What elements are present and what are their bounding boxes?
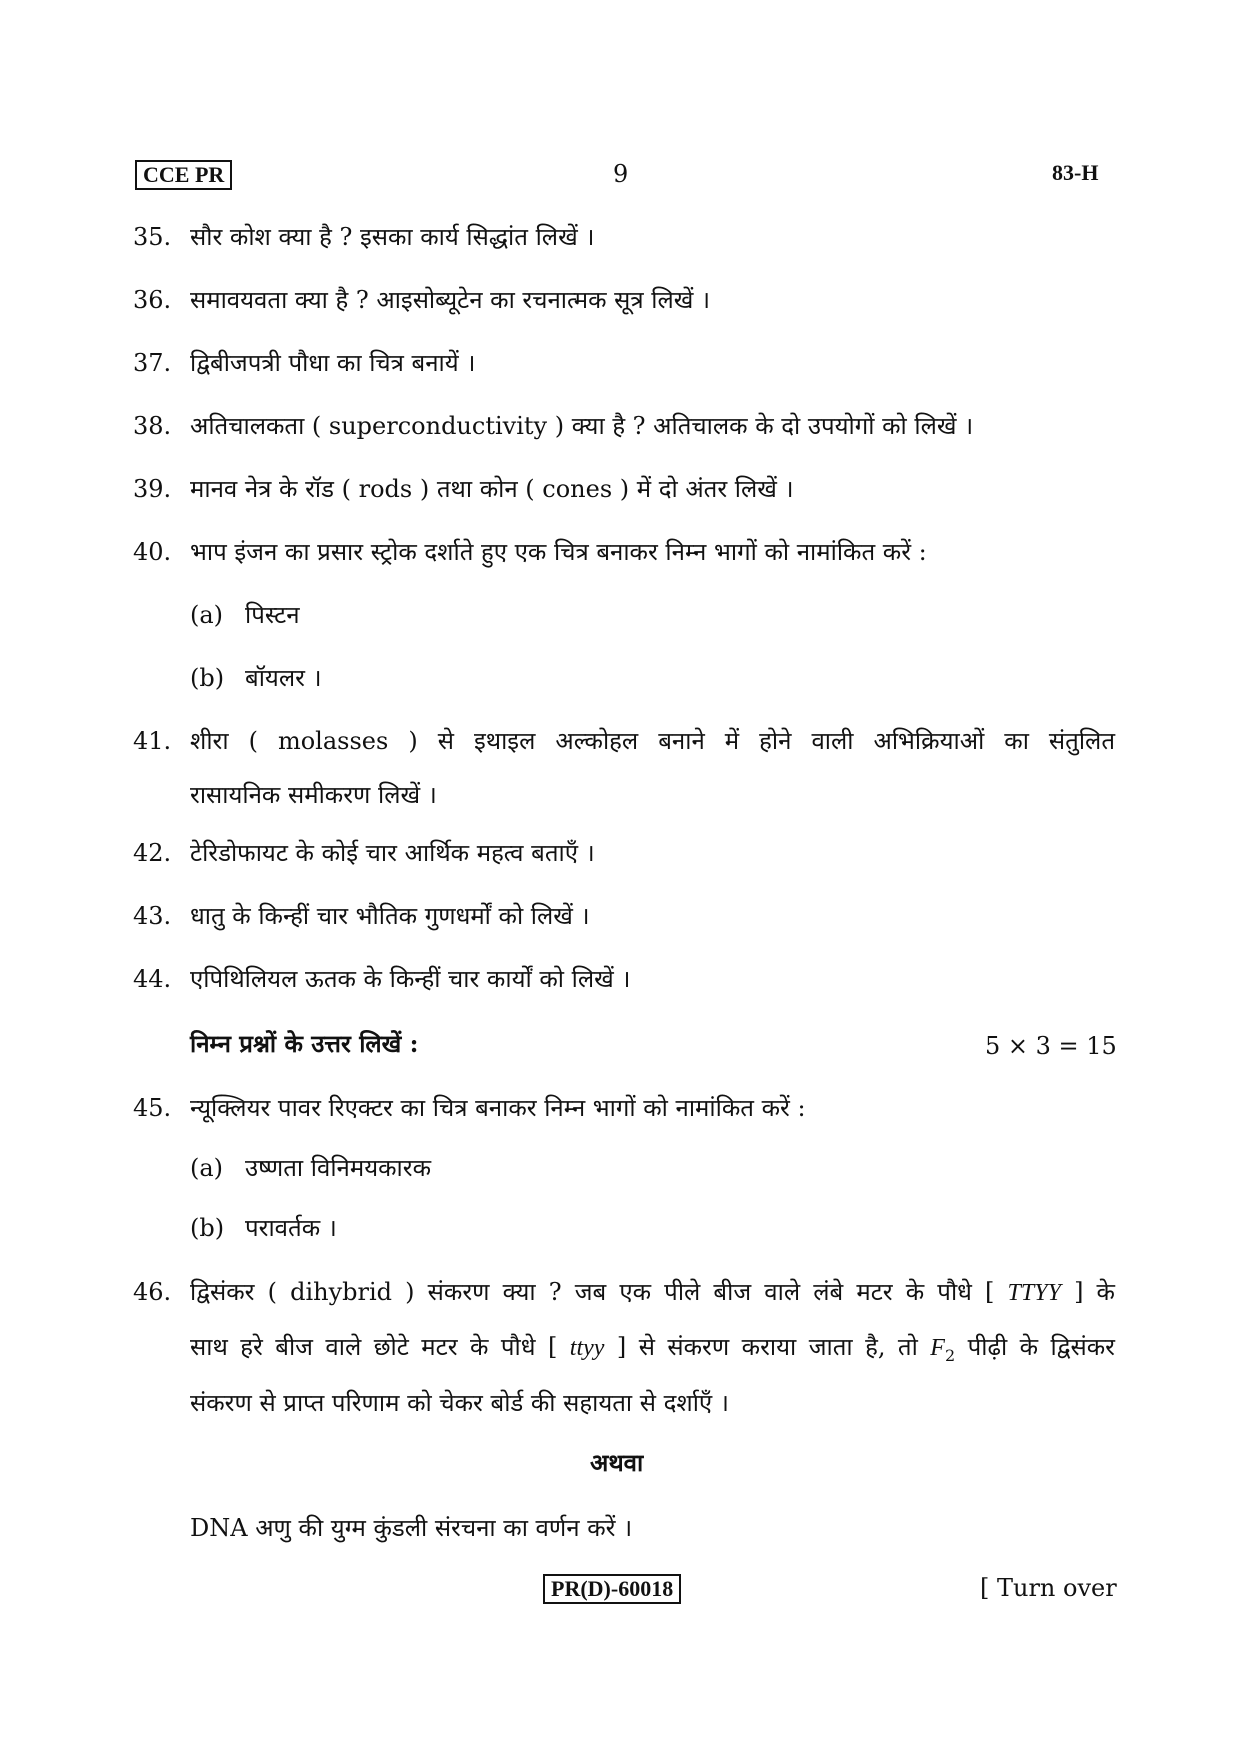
question-number: 46. — [133, 1278, 172, 1306]
genotype-ttyy-lower: ttyy — [569, 1335, 605, 1361]
section-instruction: निम्न प्रश्नों के उत्तर लिखें : — [190, 1029, 419, 1058]
question-text: टेरिडोफायट के कोई चार आर्थिक महत्व बताएँ । — [190, 839, 595, 867]
question-number: 43. — [133, 902, 172, 930]
question-number: 37. — [133, 349, 172, 377]
genotype-ttyy-upper: TTYY — [1007, 1280, 1061, 1306]
part-label: (b) — [190, 664, 225, 692]
question-text: समावयवता क्या है ? आइसोब्यूटेन का रचनात्मक सूत्र लिखें । — [190, 286, 711, 314]
part-text: पिस्टन — [245, 601, 300, 629]
question-text: भाप इंजन का प्रसार स्ट्रोक दर्शाते हुए एक चित्र बनाकर निम्न भागों को नामांकित करें : — [190, 538, 927, 566]
question-text: न्यूक्लियर पावर रिएक्टर का चित्र बनाकर निम्न भागों को नामांकित करें : — [190, 1094, 806, 1122]
question-text-line-2: साथ हरे बीज वाले छोटे मटर के पौधे [ ttyy ] से संकरण कराया जाता है, तो $F_2$ पीढ़ी के द्विसंकर — [190, 1333, 1116, 1365]
question-number: 41. — [133, 727, 172, 755]
question-number: 44. — [133, 965, 172, 993]
footer-code: PR(D)-60018 — [543, 1574, 681, 1604]
question-number: 36. — [133, 286, 172, 314]
question-number: 45. — [133, 1094, 172, 1122]
question-number: 35. — [133, 223, 172, 251]
generation-f: F — [930, 1335, 945, 1361]
question-text-line-1: द्विसंकर ( dihybrid ) संकरण क्या ? जब एक पीले बीज वाले लंबे मटर के पौधे [ TTYY ] के — [190, 1278, 1115, 1306]
question-text-line-3: संकरण से प्राप्त परिणाम को चेकर बोर्ड की सहायता से दर्शाएँ । — [190, 1389, 729, 1417]
turn-over: [ Turn over — [980, 1574, 1117, 1602]
part-text: बॉयलर । — [245, 664, 322, 692]
header-right-label: 83-H — [1052, 160, 1099, 185]
header-left-label: CCE PR — [135, 160, 232, 190]
question-text: मानव नेत्र के रॉड ( rods ) तथा कोन ( cones ) में दो अंतर लिखें । — [190, 475, 794, 503]
question-text: धातु के किन्हीं चार भौतिक गुणधर्मों को लिखें । — [190, 902, 590, 930]
part-label: (a) — [190, 1154, 224, 1182]
question-text: अतिचालकता ( superconductivity ) क्या है ? अतिचालक के दो उपयोगों को लिखें । — [190, 412, 974, 440]
part-text: परावर्तक । — [245, 1214, 337, 1242]
part-text: उष्णता विनिमयकारक — [245, 1154, 432, 1182]
question-text-line-2: रासायनिक समीकरण लिखें । — [190, 781, 437, 809]
generation-subscript: 2 — [944, 1345, 956, 1365]
question-text: एपिथिलियल ऊतक के किन्हीं चार कार्यों को लिखें । — [190, 965, 631, 993]
section-marks: 5 × 3 = 15 — [985, 1032, 1117, 1060]
part-label: (a) — [190, 601, 224, 629]
page-number: 9 — [613, 160, 629, 188]
part-label: (b) — [190, 1214, 225, 1242]
alternative-question: DNA अणु की युग्म कुंडली संरचना का वर्णन करें । — [190, 1514, 633, 1542]
question-text: सौर कोश क्या है ? इसका कार्य सिद्धांत लिखें । — [190, 223, 595, 251]
question-number: 40. — [133, 538, 172, 566]
question-number: 39. — [133, 475, 172, 503]
question-number: 38. — [133, 412, 172, 440]
or-label: अथवा — [590, 1448, 644, 1477]
question-text: द्विबीजपत्री पौधा का चित्र बनायें । — [190, 349, 476, 377]
question-text-line-1: शीरा ( molasses ) से इथाइल अल्कोहल बनाने में होने वाली अभिक्रियाओं का संतुलित — [190, 727, 1115, 755]
question-number: 42. — [133, 839, 172, 867]
